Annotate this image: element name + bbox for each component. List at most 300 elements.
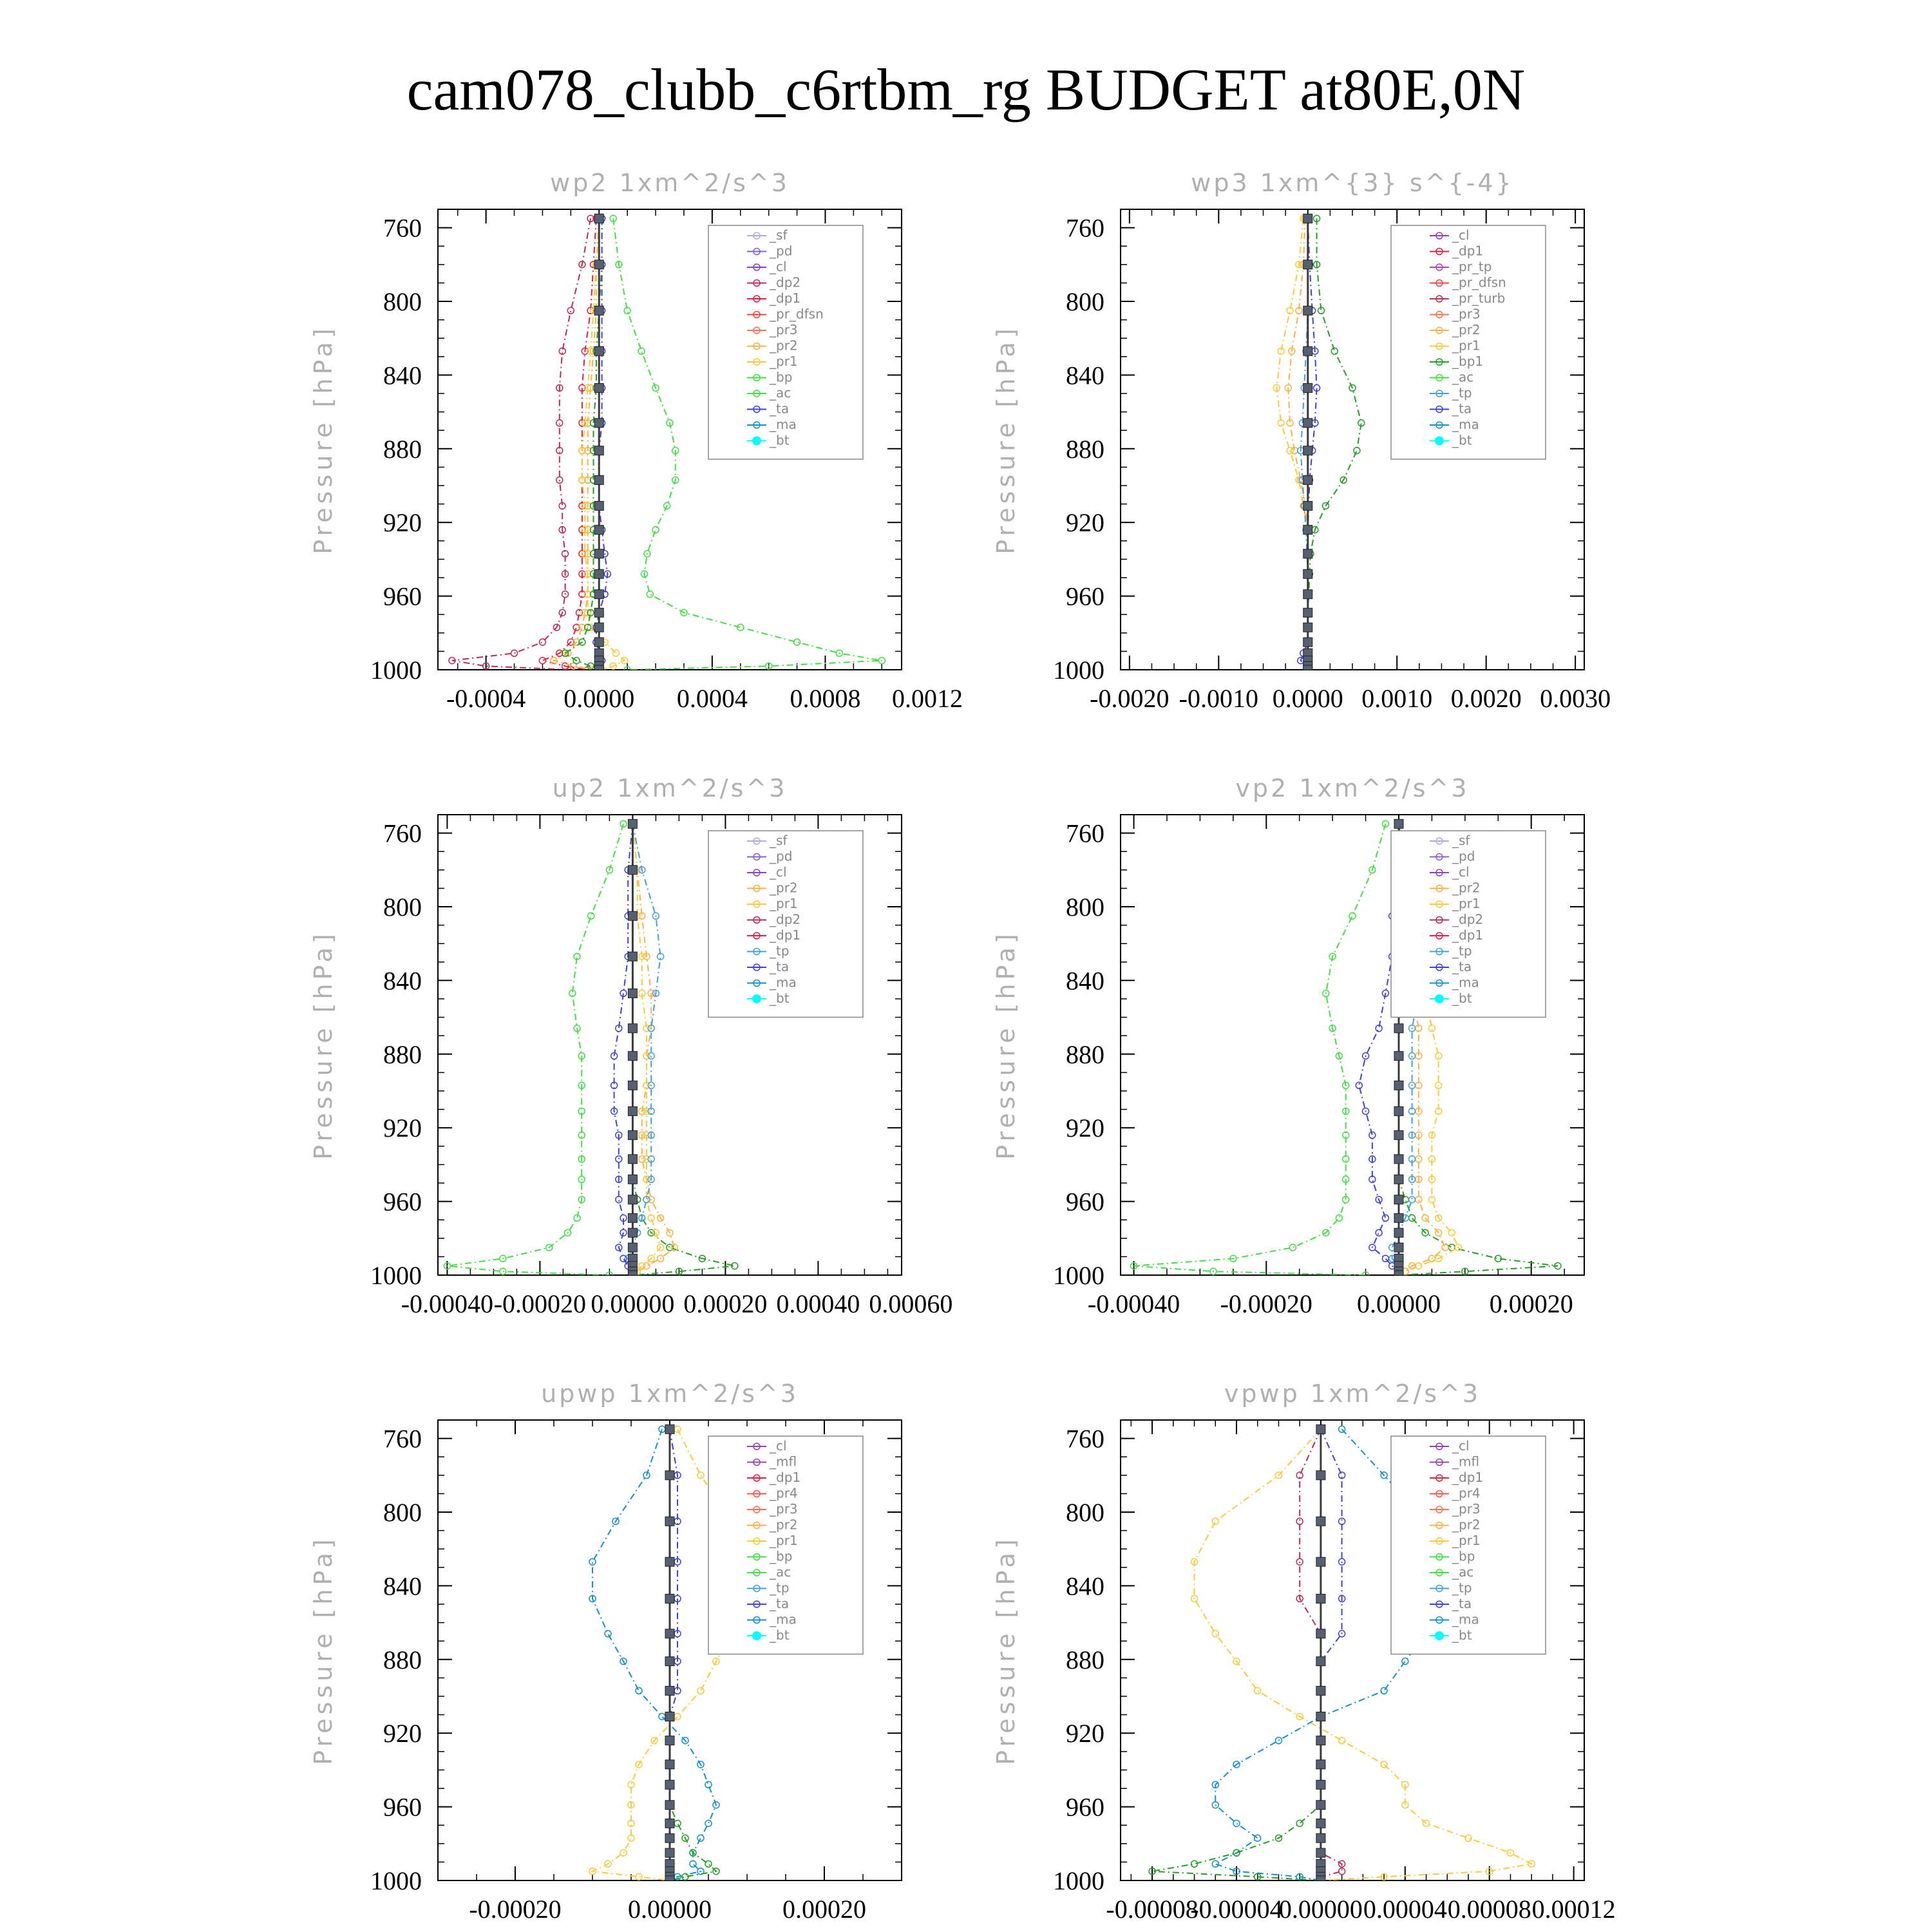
zero-marker (1394, 1024, 1403, 1033)
data-point (1428, 1197, 1435, 1203)
x-tick-label: 0.00020 (1489, 1289, 1573, 1318)
series-line-dp2 (452, 218, 591, 670)
data-point (1402, 1658, 1408, 1665)
x-tick-label: 0.00060 (869, 1289, 953, 1318)
x-tick-label: -0.00020 (493, 1289, 587, 1318)
legend-label: _tp (1452, 943, 1472, 959)
series-line-ta (596, 218, 608, 670)
zero-marker (628, 1052, 637, 1061)
panel-4 (992, 774, 1584, 1318)
zero-marker (1316, 1819, 1325, 1828)
zero-marker (665, 1712, 674, 1721)
zero-marker (594, 590, 603, 599)
panel-5 (309, 1379, 902, 1924)
legend-marker (1435, 437, 1444, 446)
y-tick-label: 800 (383, 893, 422, 922)
legend-label: _ma (770, 974, 797, 990)
legend-label: _pr2 (770, 337, 798, 354)
zero-marker (665, 1801, 674, 1810)
zero-marker (594, 569, 603, 578)
series-group (1273, 214, 1365, 674)
legend-marker (752, 437, 761, 446)
zero-marker (594, 638, 603, 647)
zero-marker (1303, 214, 1312, 223)
legend-label: _ta (1452, 1596, 1472, 1611)
legend-label: _ma (770, 417, 797, 432)
data-point (648, 1053, 654, 1059)
data-point (659, 1713, 665, 1719)
y-tick-label: 760 (1066, 1424, 1104, 1454)
y-tick-label: 840 (1066, 966, 1104, 996)
series-line-ma (592, 1429, 716, 1880)
zero-marker (628, 866, 637, 875)
panel-title: wp2 1xm^2/s^3 (550, 169, 790, 197)
zero-marker (628, 1228, 637, 1237)
zero-marker (594, 501, 603, 510)
data-point (616, 1197, 622, 1203)
legend-marker (1435, 994, 1444, 1003)
zero-marker (1316, 1594, 1325, 1603)
data-point (1416, 1197, 1422, 1203)
data-point (652, 527, 659, 533)
data-point (1255, 1687, 1261, 1694)
x-tick-label: 0.00040 (776, 1289, 860, 1318)
y-tick-label: 880 (1066, 434, 1104, 464)
legend-marker (752, 1631, 761, 1640)
x-tick-label: -0.0020 (1090, 684, 1170, 713)
zero-marker (1316, 1629, 1325, 1638)
series-line-pr1 (565, 218, 602, 670)
legend-label: _pd (1452, 848, 1475, 864)
data-point (1349, 913, 1356, 919)
zero-marker (628, 1081, 637, 1090)
data-point (674, 1713, 681, 1719)
legend-label: _ta (770, 959, 790, 974)
legend-label: _ta (770, 1596, 790, 1611)
x-tick-label: -0.00008 (1106, 1895, 1198, 1924)
data-point (636, 1873, 642, 1880)
y-tick-label: 920 (383, 1113, 422, 1143)
legend-label: _bp (1452, 1548, 1475, 1564)
x-tick-label: -0.00004 (1190, 1895, 1283, 1924)
legend-label: _dp2 (770, 911, 801, 927)
zero-marker (594, 419, 603, 428)
legend-label: _dp1 (770, 927, 801, 943)
y-tick-label: 840 (383, 361, 422, 390)
data-point (1354, 448, 1360, 454)
series-line-ta (1321, 1429, 1342, 1880)
data-point (705, 1820, 712, 1826)
x-tick-label: 0.0010 (1361, 684, 1433, 713)
y-tick-label: 960 (1066, 1187, 1104, 1217)
legend-label: _bt (770, 990, 790, 1006)
x-tick-label: -0.00020 (1220, 1289, 1312, 1318)
y-tick-label: 800 (1066, 893, 1104, 922)
zero-marker (1394, 1243, 1403, 1252)
data-point (1465, 1835, 1472, 1841)
y-tick-label: 880 (383, 434, 422, 464)
zero-marker (1303, 526, 1312, 535)
data-point (1382, 1215, 1388, 1221)
legend-label: _cl (770, 864, 787, 880)
data-point (1278, 420, 1284, 426)
zero-marker (1316, 1848, 1325, 1857)
zero-marker (1303, 346, 1312, 355)
zero-marker (1303, 475, 1312, 484)
data-point (616, 1156, 622, 1162)
zero-marker (665, 1594, 674, 1603)
legend-marker (1435, 1631, 1444, 1640)
zero-marker (594, 383, 603, 392)
legend-label: _ma (1452, 974, 1479, 990)
y-axis-label: Pressure [hPa] (992, 325, 1020, 554)
zero-marker (665, 1833, 674, 1842)
legend-label: _pr_tp (1452, 259, 1492, 274)
data-point (1255, 1835, 1261, 1841)
y-tick-label: 920 (1066, 1719, 1104, 1748)
zero-marker (628, 819, 637, 828)
x-tick-label: 0.0012 (892, 684, 963, 713)
zero-marker (1394, 1131, 1403, 1140)
legend-label: _pr2 (1452, 322, 1481, 337)
x-tick-label: 0.00020 (683, 1289, 768, 1318)
zero-marker (1316, 1833, 1325, 1842)
zero-marker (665, 1876, 674, 1885)
legend-label: _pr3 (770, 322, 798, 337)
zero-marker (1303, 306, 1312, 315)
legend-label: _dp2 (1452, 911, 1484, 927)
zero-marker (628, 1024, 637, 1033)
data-point (1416, 1263, 1422, 1269)
legend-label: _tp (1452, 1580, 1472, 1596)
legend-label: _pr3 (1452, 306, 1481, 322)
data-point (636, 1687, 642, 1694)
legend-label: _ac (1452, 369, 1474, 385)
data-point (1442, 1244, 1448, 1251)
zero-marker (594, 214, 603, 223)
y-tick-label: 920 (1066, 1113, 1104, 1143)
legend-label: _cl (1452, 864, 1470, 880)
zero-marker (1316, 1471, 1325, 1480)
zero-marker (628, 1175, 637, 1184)
legend-label: _ma (770, 1611, 797, 1627)
zero-marker (1316, 1760, 1325, 1769)
x-tick-label: 0.0000 (564, 684, 635, 713)
data-point (697, 1835, 704, 1841)
y-tick-label: 840 (1066, 1571, 1104, 1601)
legend-label: _pr_turb (1452, 290, 1506, 306)
legend-label: _pr_dfsn (1452, 274, 1506, 290)
legend-label: _bp1 (1452, 354, 1484, 369)
legend-label: _dp1 (770, 1470, 801, 1485)
zero-marker (1394, 1155, 1403, 1164)
zero-marker (594, 446, 603, 455)
legend-label: _bt (1452, 990, 1472, 1006)
data-point (1212, 1518, 1218, 1524)
legend-label: _pr1 (770, 896, 798, 911)
x-tick-label: -0.00040 (401, 1289, 494, 1318)
data-point (1381, 1761, 1387, 1768)
data-point (1448, 1229, 1455, 1236)
data-point (613, 650, 620, 656)
data-point (1289, 1244, 1296, 1251)
y-tick-label: 960 (383, 1187, 422, 1217)
series-line-ta (614, 824, 633, 1275)
legend-label: _pr4 (770, 1485, 798, 1501)
zero-marker (1394, 1175, 1403, 1184)
legend-label: _tp (770, 1580, 790, 1596)
legend-label: _mfl (1452, 1454, 1480, 1470)
zero-marker (1303, 665, 1312, 674)
panel-title: up2 1xm^2/s^3 (552, 774, 788, 802)
zero-marker (594, 526, 603, 535)
zero-marker (665, 1780, 674, 1789)
legend-label: _sf (770, 833, 788, 848)
series-line-pr2 (1276, 218, 1308, 670)
data-point (605, 1631, 611, 1637)
y-axis-label: Pressure [hPa] (309, 1535, 337, 1765)
x-tick-label: 0.0008 (790, 684, 861, 713)
series-line-pr1 (632, 824, 660, 1275)
y-tick-label: 1000 (1053, 656, 1104, 685)
panel-title: vpwp 1xm^2/s^3 (1224, 1379, 1481, 1408)
zero-marker (1303, 501, 1312, 510)
y-tick-label: 760 (383, 1424, 422, 1454)
data-point (1409, 1197, 1416, 1203)
legend-label: _pr3 (770, 1501, 798, 1517)
y-tick-label: 1000 (370, 656, 422, 685)
data-point (1336, 1215, 1342, 1221)
zero-marker (594, 306, 603, 315)
data-point (588, 913, 594, 919)
x-tick-label: 0.00004 (1363, 1895, 1447, 1924)
data-point (1382, 1255, 1388, 1262)
legend-label: _ma (1452, 417, 1479, 432)
zero-marker (628, 1213, 637, 1222)
data-point (500, 1268, 506, 1274)
y-tick-label: 800 (383, 1498, 422, 1527)
legend-label: _ta (1452, 401, 1472, 417)
y-tick-label: 960 (383, 582, 422, 611)
y-tick-label: 920 (383, 1719, 422, 1748)
legend-label: _ma (1452, 1611, 1479, 1627)
legend-label: _dp1 (1452, 243, 1484, 259)
legend-label: _bp (770, 1548, 793, 1564)
legend-label: _mfl (770, 1454, 797, 1470)
zero-marker (1303, 569, 1312, 578)
y-tick-label: 800 (1066, 287, 1104, 316)
data-point (690, 1861, 696, 1867)
zero-marker (1303, 383, 1312, 392)
zero-marker (1394, 1195, 1403, 1204)
zero-marker (665, 1425, 674, 1434)
zero-marker (665, 1686, 674, 1695)
zero-marker (1303, 549, 1312, 558)
legend-label: _pr_dfsn (770, 306, 824, 322)
panel-3 (309, 774, 952, 1318)
zero-marker (1303, 260, 1312, 269)
zero-marker (1394, 1106, 1403, 1115)
y-tick-label: 840 (1066, 361, 1104, 390)
legend-label: _pr1 (1452, 1533, 1481, 1548)
x-tick-label: -0.00040 (1087, 1289, 1180, 1318)
zero-marker (594, 346, 603, 355)
y-tick-label: 1000 (370, 1866, 422, 1895)
data-point (620, 1850, 627, 1856)
y-tick-label: 1000 (1053, 1866, 1104, 1895)
data-point (1428, 1025, 1435, 1032)
x-tick-label: 0.00000 (628, 1895, 712, 1924)
y-tick-label: 920 (1066, 508, 1104, 538)
x-tick-label: 0.00000 (1278, 1895, 1363, 1924)
zero-marker (1316, 1801, 1325, 1810)
data-point (697, 1472, 704, 1479)
zero-marker (665, 1848, 674, 1857)
zero-marker (1394, 1081, 1403, 1090)
legend-label: _sf (770, 227, 788, 243)
legend-label: _cl (770, 259, 787, 274)
y-axis-label: Pressure [hPa] (992, 1535, 1020, 1765)
legend-label: _tp (770, 943, 790, 959)
panel-1 (309, 169, 963, 713)
y-tick-label: 760 (1066, 819, 1104, 848)
figure-title: cam078_clubb_c6rtbm_rg BUDGET at80E,0N (406, 57, 1526, 122)
data-point (1212, 1631, 1218, 1637)
legend-label: _pr3 (1452, 1501, 1481, 1517)
zero-marker (628, 1155, 637, 1164)
legend-label: _tp (1452, 385, 1472, 401)
y-tick-label: 760 (383, 819, 422, 848)
zero-marker (1316, 1736, 1325, 1745)
data-point (1435, 1053, 1442, 1059)
zero-marker (1394, 1228, 1403, 1237)
y-tick-label: 1000 (1053, 1261, 1104, 1290)
zero-marker (594, 665, 603, 674)
series-line-tp (1301, 218, 1308, 670)
zero-marker (628, 1243, 637, 1252)
legend-label: _bt (770, 1627, 790, 1643)
legend-label: _cl (770, 1438, 787, 1454)
x-tick-label: 0.00000 (1357, 1289, 1441, 1318)
data-point (556, 477, 563, 483)
zero-marker (1303, 638, 1312, 647)
y-tick-label: 1000 (370, 1261, 422, 1290)
zero-marker (665, 1736, 674, 1745)
data-point (1296, 1820, 1303, 1826)
y-tick-label: 960 (1066, 1792, 1104, 1822)
zero-marker (665, 1557, 674, 1566)
panel-title: upwp 1xm^2/s^3 (541, 1379, 799, 1408)
zero-marker (628, 952, 637, 961)
data-point (1339, 1868, 1345, 1875)
legend-label: _bt (770, 432, 790, 448)
panel-2 (992, 169, 1611, 713)
y-axis-label: Pressure [hPa] (309, 930, 337, 1160)
panel-6 (992, 1379, 1616, 1924)
y-tick-label: 760 (383, 213, 422, 243)
data-point (556, 420, 563, 426)
y-tick-label: 920 (383, 508, 422, 538)
data-point (1339, 1518, 1345, 1524)
data-point (697, 1687, 704, 1694)
legend-label: _pd (770, 848, 793, 864)
data-point (539, 639, 545, 645)
zero-marker (1394, 1213, 1403, 1222)
zero-marker (1316, 1657, 1325, 1666)
data-point (1339, 1738, 1345, 1744)
zero-marker (594, 608, 603, 617)
data-point (620, 1255, 627, 1262)
data-point (1212, 1861, 1218, 1867)
legend-label: _ac (1452, 1564, 1474, 1580)
x-tick-label: 0.00020 (782, 1895, 866, 1924)
legend-label: _pr2 (1452, 1517, 1481, 1533)
zero-marker (665, 1760, 674, 1769)
zero-marker (1316, 1686, 1325, 1695)
legend-label: _ac (770, 1564, 791, 1580)
legend-label: _pr1 (770, 1533, 798, 1548)
zero-marker (628, 911, 637, 920)
legend-label: _ta (1452, 959, 1472, 974)
series-line-bp1 (1308, 218, 1361, 670)
series-line-pr2 (582, 218, 625, 670)
zero-marker (594, 549, 603, 558)
zero-marker (1394, 1271, 1403, 1280)
y-tick-label: 840 (383, 1571, 422, 1601)
zero-marker (665, 1819, 674, 1828)
zero-marker (1303, 590, 1312, 599)
data-point (1381, 1687, 1387, 1694)
legend-label: _pr2 (770, 880, 798, 896)
zero-marker (1316, 1876, 1325, 1885)
zero-marker (665, 1629, 674, 1638)
legend-label: _dp2 (770, 274, 801, 290)
data-point (674, 1820, 681, 1826)
legend-label: _pr2 (770, 1517, 798, 1533)
zero-marker (594, 475, 603, 484)
legend-label: _ta (770, 401, 790, 417)
data-point (589, 1558, 596, 1565)
legend-label: _dp1 (770, 290, 801, 306)
zero-marker (665, 1517, 674, 1526)
data-point (1233, 1820, 1240, 1826)
x-tick-label: 0.0030 (1540, 684, 1611, 713)
zero-marker (665, 1657, 674, 1666)
zero-marker (628, 1106, 637, 1115)
data-point (1376, 1229, 1382, 1236)
zero-marker (1303, 608, 1312, 617)
y-tick-label: 840 (383, 966, 422, 996)
legend-label: _bp (770, 369, 793, 385)
data-point (1416, 1156, 1422, 1162)
legend-label: _pr1 (1452, 896, 1481, 911)
x-tick-label: 0.00000 (591, 1289, 675, 1318)
zero-marker (1316, 1425, 1325, 1434)
zero-marker (665, 1471, 674, 1480)
zero-marker (1394, 819, 1403, 828)
legend-label: _cl (1452, 227, 1470, 243)
x-tick-label: 0.0000 (1272, 684, 1343, 713)
series-group (444, 819, 737, 1280)
zero-marker (594, 260, 603, 269)
legend-label: _bt (1452, 432, 1472, 448)
zero-marker (1316, 1557, 1325, 1566)
y-axis-label: Pressure [hPa] (992, 930, 1020, 1160)
y-tick-label: 880 (383, 1039, 422, 1069)
legend-label: _pr1 (770, 354, 798, 369)
legend-label: _pr1 (1452, 337, 1481, 354)
zero-marker (1303, 419, 1312, 428)
